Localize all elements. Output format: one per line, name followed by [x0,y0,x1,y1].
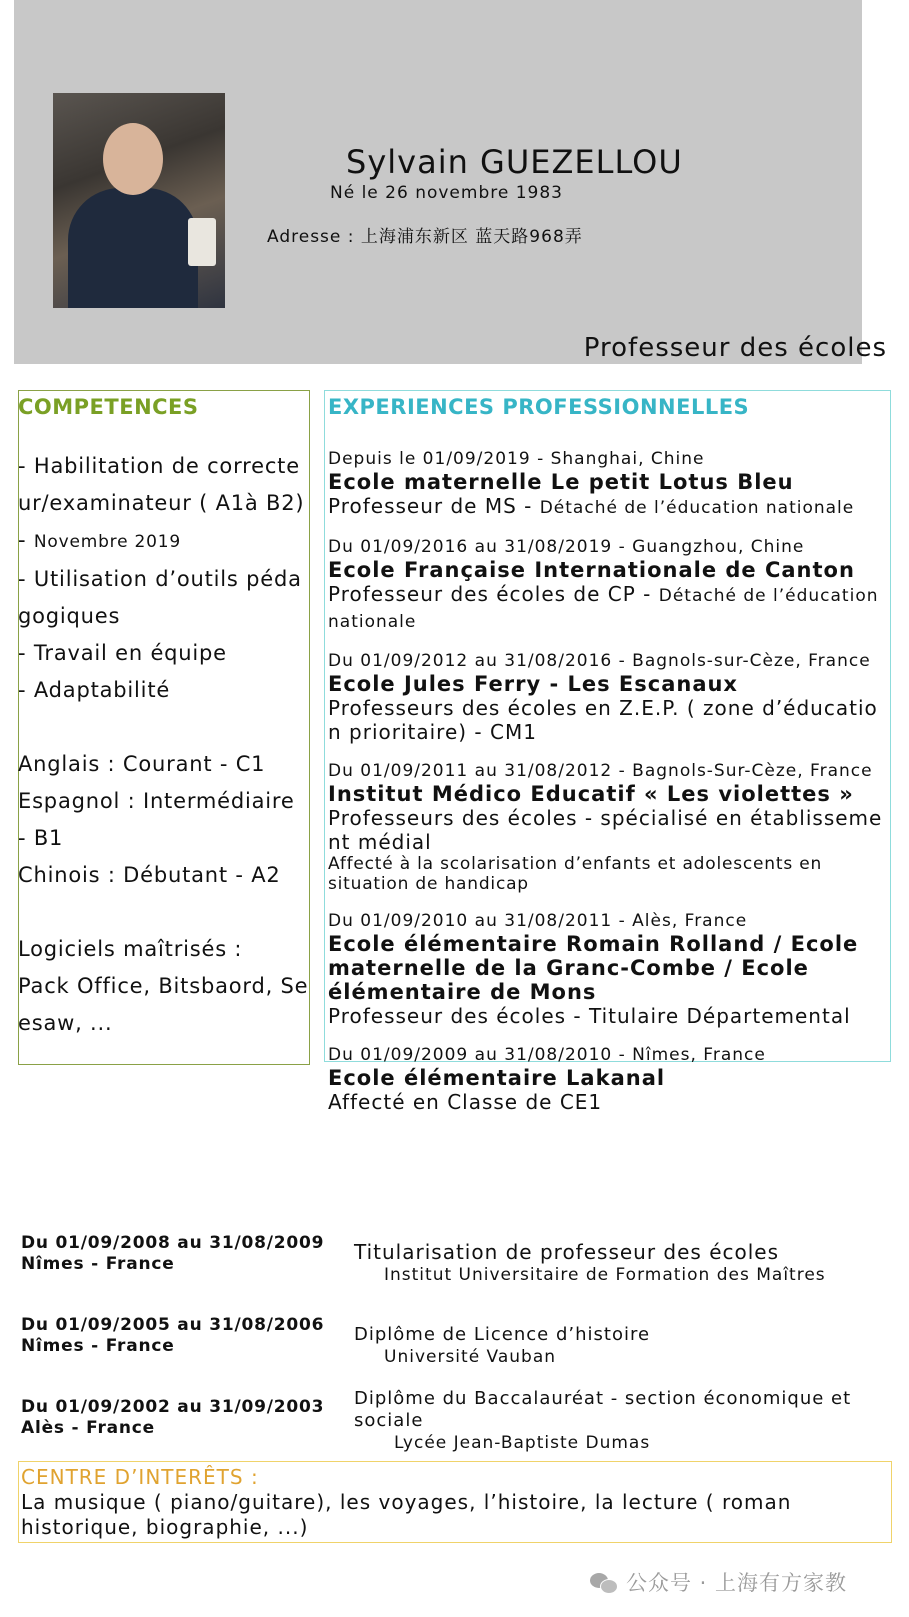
experience-role: Professeurs des écoles en Z.E.P. ( zone d’éducation prioritaire) - CM1 [328,696,878,744]
person-name: Sylvain GUEZELLOU [346,143,683,181]
experience-role: Professeurs des écoles - spécialisé en établissement médial [328,806,883,854]
experience-item [328,761,888,894]
experience-role: Affecté en Classe de CE1 [328,1090,603,1114]
experience-role: Professeur des écoles de CP - Détaché de l’éducation nationale [328,582,879,632]
watermark: 公众号 · 上海有方家教 [590,1567,847,1597]
experience-school: Ecole élémentaire Romain Rolland / Ecole maternelle de la Granc-Combe / Ecole élémentaire de Mons [328,932,859,1004]
experience-role: Professeur de MS - Détaché de l’éducation nationale [328,494,855,518]
job-title: Professeur des écoles [583,333,887,363]
education-date: Du 01/09/2002 au 31/09/2003 Alès - France [21,1397,325,1438]
experience-date: Du 01/09/2011 au 31/08/2012 - Bagnols-Sur-Cèze, France [328,761,873,781]
software-list: Pack Office, Bitsbaord, Seesaw, ... [18,974,309,1035]
experience-date: Du 01/09/2012 au 31/08/2016 - Bagnols-sur-Cèze, France [328,651,871,671]
experience-school: Institut Médico Educatif « Les violettes » [328,782,854,806]
experience-note: Affecté à la scolarisation d’enfants et adolescents en situation de handicap [328,854,823,894]
experiences-list [328,449,888,1131]
wechat-icon [590,1571,618,1593]
experience-school: Ecole Française Internationale de Canton [328,558,855,582]
experience-item [328,1045,888,1114]
experience-date: Depuis le 01/09/2019 - Shanghai, Chine [328,449,705,469]
education-date: Du 01/09/2008 au 31/08/2009 Nîmes - France [21,1233,325,1274]
skill-item: - Utilisation d’outils pédagogiques [18,567,302,628]
competences-list [18,448,310,1042]
experience-item [328,537,888,634]
skill-item: - Travail en équipe [18,641,227,665]
software-label: Logiciels maîtrisés : [18,937,243,961]
skill-item: - Adaptabilité [18,678,171,702]
education-degree: Diplôme du Baccalauréat - section économique et sociale Lycée Jean-Baptiste Dumas [354,1388,852,1453]
birth-date: Né le 26 novembre 1983 [330,183,563,203]
skill-item: - Habilitation de correcteur/examinateur ( A1à B2) - Novembre 2019 [18,454,305,552]
experience-date: Du 01/09/2016 au 31/08/2019 - Guangzhou, Chine [328,537,805,557]
experience-school: Ecole Jules Ferry - Les Escanaux [328,672,738,696]
language-item: Espagnol : Intermédiaire - B1 [18,789,295,850]
experience-date: Du 01/09/2009 au 31/08/2010 - Nîmes, France [328,1045,766,1065]
experience-item [328,449,888,520]
language-item: Chinois : Débutant - A2 [18,863,281,887]
experience-school: Ecole élémentaire Lakanal [328,1066,666,1090]
competences-title: COMPETENCES [18,395,199,419]
experience-role: Professeur des écoles - Titulaire Départemental [328,1004,851,1028]
portrait-photo [53,93,225,308]
address: Adresse : 上海浦东新区 蓝天路968弄 [267,227,583,247]
language-item: Anglais : Courant - C1 [18,752,266,776]
experience-item [328,911,888,1028]
education-degree: Diplôme de Licence d’histoire Université Vauban [354,1324,651,1367]
experience-item [328,651,888,744]
interests-title: CENTRE D’INTERÊTS : [21,1465,259,1489]
experience-school: Ecole maternelle Le petit Lotus Bleu [328,470,794,494]
education-date: Du 01/09/2005 au 31/08/2006 Nîmes - France [21,1315,325,1356]
experience-date: Du 01/09/2010 au 31/08/2011 - Alès, France [328,911,748,931]
experiences-title: EXPERIENCES PROFESSIONNELLES [328,395,750,419]
interests-text: La musique ( piano/guitare), les voyages, l’histoire, la lecture ( roman historique, biographie, ...) [21,1490,792,1539]
education-degree: Titularisation de professeur des écoles Institut Universitaire de Formation des Maîtres [354,1240,826,1285]
